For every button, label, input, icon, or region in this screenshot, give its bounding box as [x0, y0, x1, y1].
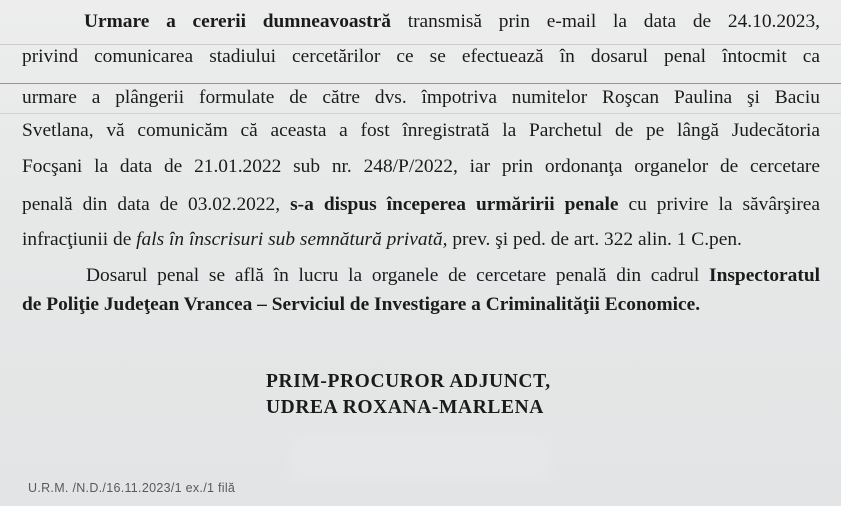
redacted-signature-area [290, 434, 550, 482]
paragraph-1-line-6 [22, 193, 820, 217]
paragraph-2-line-1 [86, 264, 820, 288]
signatory-name: UDREA ROXANA-MARLENA [266, 397, 544, 418]
paragraph-1-line-2: privind comunicarea stadiului cercetărilor ce se efectuează în dosarul penal întocmit ca [22, 46, 820, 67]
paragraph-1-line-1 [84, 10, 820, 34]
institution-name-continued: de Poliţie Judeţean Vrancea – Serviciul de Investigare a Criminalităţii Economice. [22, 294, 701, 315]
paragraph-2-line-2 [22, 293, 700, 317]
scan-line [0, 83, 841, 84]
request-phrase: Urmare a cererii dumneavoastră [84, 11, 391, 32]
paragraph-1-line-5: Focşani la data de 21.01.2022 sub nr. 248/P/2022, iar prin ordonanţa organelor de cercetare [22, 156, 820, 177]
document-reference: U.R.M. /N.D./16.11.2023/1 ex./1 filă [28, 481, 236, 495]
line-text: Dosarul penal se află în lucru la organele de cercetare penală din cadrul [86, 265, 710, 286]
paragraph-1-line-7 [22, 228, 742, 252]
line-text: infracţiunii de [22, 229, 137, 250]
decision-phrase: s-a dispus începerea urmăririi penale [290, 194, 619, 215]
scan-line [0, 113, 841, 114]
offense-name: fals în înscrisuri sub semnătură privată, [136, 229, 448, 250]
paragraph-1-line-4: Svetlana, vă comunicăm că aceasta a fost înregistrată la Parchetul de pe lângă Judecătoria [22, 120, 820, 141]
line-text: penală din data de 03.02.2022, [22, 194, 291, 215]
paragraph-1-line-3: urmare a plângerii formulate de către dvs. împotriva numitelor Roşcan Paulina şi Baciu [22, 87, 820, 108]
signatory-title: PRIM-PROCUROR ADJUNCT, [266, 371, 551, 392]
line-text: prev. şi ped. de art. 322 alin. 1 C.pen. [447, 229, 742, 250]
institution-name: Inspectoratul [709, 265, 820, 286]
line-text: cu privire la săvârşirea [618, 194, 821, 215]
line-text: transmisă prin e-mail la data de 24.10.2023, [390, 11, 820, 32]
